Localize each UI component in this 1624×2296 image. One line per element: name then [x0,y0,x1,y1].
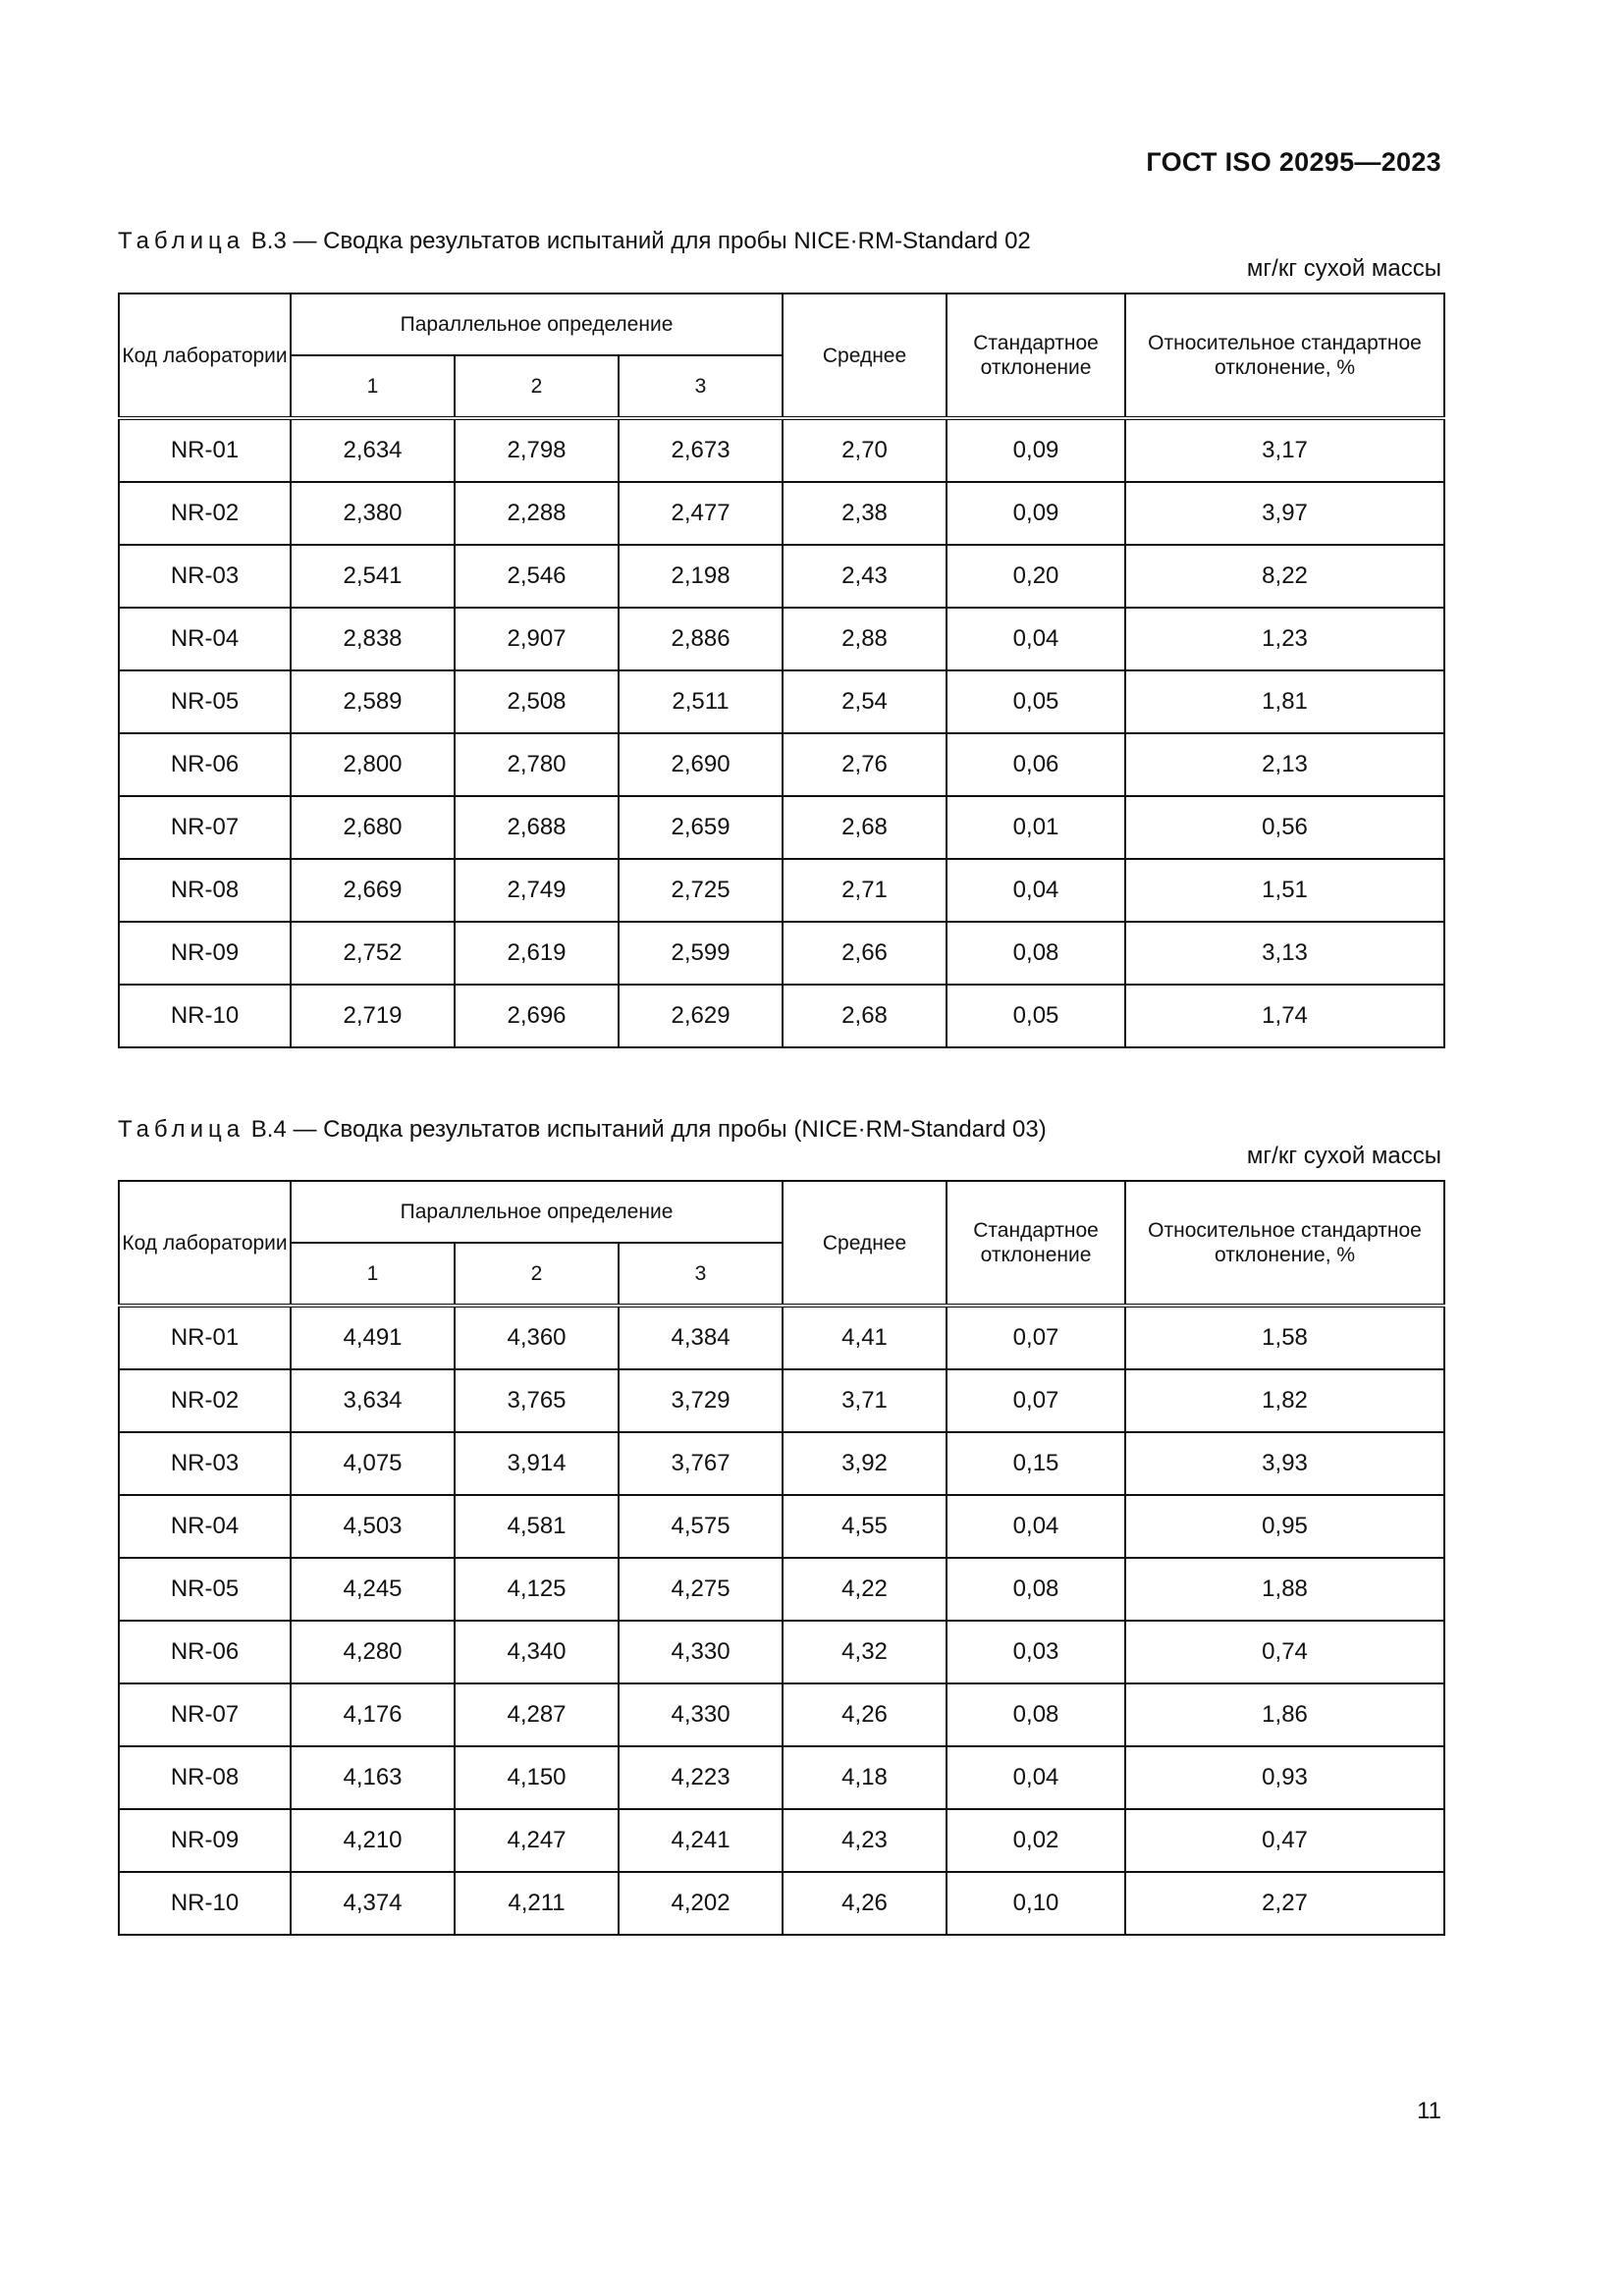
cell-p1: 2,719 [291,985,455,1047]
cell-std: 0,04 [947,1495,1125,1558]
cell-mean: 4,22 [783,1558,947,1621]
cell-p3: 2,599 [619,922,783,985]
table-row [119,545,1444,608]
cell-mean: 3,92 [783,1432,947,1495]
cell-mean: 4,23 [783,1809,947,1872]
table-row [119,1683,1444,1746]
units-label: мг/кг сухой массы [1246,255,1441,282]
cell-p2: 2,688 [455,796,619,859]
cell-mean: 2,66 [783,922,947,985]
cell-mean: 4,26 [783,1872,947,1935]
cell-p2: 4,247 [455,1809,619,1872]
cell-lab-code: NR-06 [119,733,291,796]
caption-text: B.4 — Сводка результатов испытаний для пробы (NICE·RM-Standard 03) [244,1116,1047,1143]
cell-p2: 4,211 [455,1872,619,1935]
cell-p2: 4,581 [455,1495,619,1558]
caption-label: Таблица [118,1116,245,1143]
cell-mean: 2,76 [783,733,947,796]
results-table-b3 [118,293,1445,1048]
cell-p2: 2,696 [455,985,619,1047]
cell-p3: 4,275 [619,1558,783,1621]
cell-p2: 2,907 [455,608,619,670]
cell-p3: 4,202 [619,1872,783,1935]
header-std: Стандартное отклонение [947,1181,1125,1306]
cell-std: 0,08 [947,1558,1125,1621]
cell-p3: 2,725 [619,859,783,922]
cell-p3: 4,330 [619,1621,783,1683]
cell-p3: 2,477 [619,482,783,545]
cell-lab-code: NR-07 [119,1683,291,1746]
header-p2: 2 [455,1243,619,1306]
table-row [119,608,1444,670]
cell-rsd: 0,74 [1125,1621,1444,1683]
header-parallel: Параллельное определение [291,1181,783,1243]
header-p2: 2 [455,355,619,418]
cell-std: 0,09 [947,418,1125,482]
cell-std: 0,05 [947,670,1125,733]
cell-p2: 4,360 [455,1306,619,1369]
cell-std: 0,10 [947,1872,1125,1935]
cell-p3: 3,767 [619,1432,783,1495]
header-p1: 1 [291,1243,455,1306]
cell-p2: 2,780 [455,733,619,796]
cell-std: 0,08 [947,922,1125,985]
cell-p1: 4,491 [291,1306,455,1369]
cell-std: 0,04 [947,859,1125,922]
cell-lab-code: NR-07 [119,796,291,859]
cell-rsd: 1,82 [1125,1369,1444,1432]
cell-std: 0,09 [947,482,1125,545]
cell-lab-code: NR-05 [119,1558,291,1621]
table-caption-b4 [118,1116,1047,1144]
cell-p1: 2,669 [291,859,455,922]
cell-lab-code: NR-09 [119,922,291,985]
table-row [119,859,1444,922]
table-row [119,922,1444,985]
cell-p1: 2,634 [291,418,455,482]
cell-p2: 3,765 [455,1369,619,1432]
cell-mean: 2,38 [783,482,947,545]
cell-p3: 4,241 [619,1809,783,1872]
cell-rsd: 1,88 [1125,1558,1444,1621]
cell-std: 0,07 [947,1369,1125,1432]
cell-p3: 3,729 [619,1369,783,1432]
cell-p1: 2,680 [291,796,455,859]
table-row [119,670,1444,733]
cell-lab-code: NR-02 [119,482,291,545]
cell-p2: 2,508 [455,670,619,733]
cell-rsd: 3,93 [1125,1432,1444,1495]
caption-text: B.3 — Сводка результатов испытаний для пробы NICE·RM-Standard 02 [244,228,1031,254]
cell-mean: 4,55 [783,1495,947,1558]
cell-rsd: 1,58 [1125,1306,1444,1369]
cell-p3: 4,575 [619,1495,783,1558]
caption-label: Таблица [118,228,245,254]
cell-std: 0,01 [947,796,1125,859]
cell-rsd: 8,22 [1125,545,1444,608]
cell-std: 0,05 [947,985,1125,1047]
cell-rsd: 0,56 [1125,796,1444,859]
cell-p2: 3,914 [455,1432,619,1495]
cell-p1: 4,245 [291,1558,455,1621]
cell-lab-code: NR-05 [119,670,291,733]
cell-p2: 2,546 [455,545,619,608]
cell-rsd: 3,13 [1125,922,1444,985]
cell-rsd: 1,74 [1125,985,1444,1047]
header-mean: Среднее [783,1181,947,1306]
cell-p1: 4,176 [291,1683,455,1746]
cell-std: 0,15 [947,1432,1125,1495]
cell-rsd: 1,81 [1125,670,1444,733]
cell-p2: 2,619 [455,922,619,985]
cell-rsd: 0,95 [1125,1495,1444,1558]
table-row [119,482,1444,545]
cell-std: 0,06 [947,733,1125,796]
table-row [119,1495,1444,1558]
cell-p1: 4,503 [291,1495,455,1558]
cell-mean: 2,43 [783,545,947,608]
table-row [119,418,1444,482]
cell-p1: 4,075 [291,1432,455,1495]
results-table-b4 [118,1180,1445,1936]
table-row [119,796,1444,859]
cell-p2: 2,288 [455,482,619,545]
header-p3: 3 [619,1243,783,1306]
table-row [119,1432,1444,1495]
cell-p1: 3,634 [291,1369,455,1432]
cell-p1: 2,589 [291,670,455,733]
cell-lab-code: NR-10 [119,985,291,1047]
table-row [119,1746,1444,1809]
cell-p2: 4,125 [455,1558,619,1621]
cell-mean: 2,68 [783,985,947,1047]
table-row [119,1621,1444,1683]
document-code: ГОСТ ISO 20295—2023 [1146,147,1441,177]
cell-lab-code: NR-09 [119,1809,291,1872]
table-row [119,1558,1444,1621]
cell-p1: 4,374 [291,1872,455,1935]
cell-p3: 4,384 [619,1306,783,1369]
cell-p1: 2,752 [291,922,455,985]
cell-mean: 2,70 [783,418,947,482]
cell-p3: 2,659 [619,796,783,859]
cell-p3: 2,673 [619,418,783,482]
cell-std: 0,03 [947,1621,1125,1683]
cell-std: 0,02 [947,1809,1125,1872]
cell-mean: 2,54 [783,670,947,733]
cell-lab-code: NR-01 [119,1306,291,1369]
cell-rsd: 3,17 [1125,418,1444,482]
cell-lab-code: NR-03 [119,545,291,608]
cell-p1: 4,280 [291,1621,455,1683]
cell-rsd: 0,47 [1125,1809,1444,1872]
cell-p1: 2,380 [291,482,455,545]
table-row [119,1369,1444,1432]
cell-p2: 4,340 [455,1621,619,1683]
cell-rsd: 3,97 [1125,482,1444,545]
cell-lab-code: NR-02 [119,1369,291,1432]
header-p1: 1 [291,355,455,418]
cell-lab-code: NR-06 [119,1621,291,1683]
cell-mean: 4,41 [783,1306,947,1369]
header-parallel: Параллельное определение [291,294,783,355]
cell-rsd: 0,93 [1125,1746,1444,1809]
cell-std: 0,04 [947,608,1125,670]
header-rsd: Относительное стандартное отклонение, % [1125,1181,1444,1306]
cell-lab-code: NR-08 [119,859,291,922]
table-row [119,985,1444,1047]
cell-p1: 2,541 [291,545,455,608]
units-label: мг/кг сухой массы [1246,1143,1441,1169]
cell-std: 0,07 [947,1306,1125,1369]
cell-p3: 2,198 [619,545,783,608]
cell-p3: 2,629 [619,985,783,1047]
header-p3: 3 [619,355,783,418]
cell-mean: 2,88 [783,608,947,670]
cell-mean: 4,32 [783,1621,947,1683]
table-row [119,1306,1444,1369]
cell-mean: 2,71 [783,859,947,922]
cell-p2: 4,150 [455,1746,619,1809]
table-caption-b3 [118,228,1031,255]
cell-p1: 4,210 [291,1809,455,1872]
cell-p3: 2,886 [619,608,783,670]
cell-p2: 2,749 [455,859,619,922]
table-row [119,1809,1444,1872]
table-row [119,733,1444,796]
cell-p3: 2,511 [619,670,783,733]
cell-p3: 2,690 [619,733,783,796]
header-lab-code: Код лаборатории [119,1181,291,1306]
cell-lab-code: NR-04 [119,1495,291,1558]
cell-mean: 4,26 [783,1683,947,1746]
cell-rsd: 1,23 [1125,608,1444,670]
cell-rsd: 1,51 [1125,859,1444,922]
cell-p3: 4,223 [619,1746,783,1809]
cell-lab-code: NR-08 [119,1746,291,1809]
cell-mean: 2,68 [783,796,947,859]
cell-p1: 2,800 [291,733,455,796]
header-std: Стандартное отклонение [947,294,1125,418]
page-number: 11 [1417,2098,1441,2124]
cell-std: 0,08 [947,1683,1125,1746]
cell-lab-code: NR-03 [119,1432,291,1495]
table-row [119,1872,1444,1935]
header-mean: Среднее [783,294,947,418]
cell-rsd: 2,27 [1125,1872,1444,1935]
cell-mean: 4,18 [783,1746,947,1809]
header-lab-code: Код лаборатории [119,294,291,418]
header-rsd: Относительное стандартное отклонение, % [1125,294,1444,418]
cell-mean: 3,71 [783,1369,947,1432]
cell-lab-code: NR-01 [119,418,291,482]
cell-rsd: 1,86 [1125,1683,1444,1746]
cell-p1: 4,163 [291,1746,455,1809]
cell-p2: 4,287 [455,1683,619,1746]
cell-p3: 4,330 [619,1683,783,1746]
cell-lab-code: NR-04 [119,608,291,670]
cell-rsd: 2,13 [1125,733,1444,796]
cell-std: 0,20 [947,545,1125,608]
cell-std: 0,04 [947,1746,1125,1809]
cell-p2: 2,798 [455,418,619,482]
cell-p1: 2,838 [291,608,455,670]
cell-lab-code: NR-10 [119,1872,291,1935]
